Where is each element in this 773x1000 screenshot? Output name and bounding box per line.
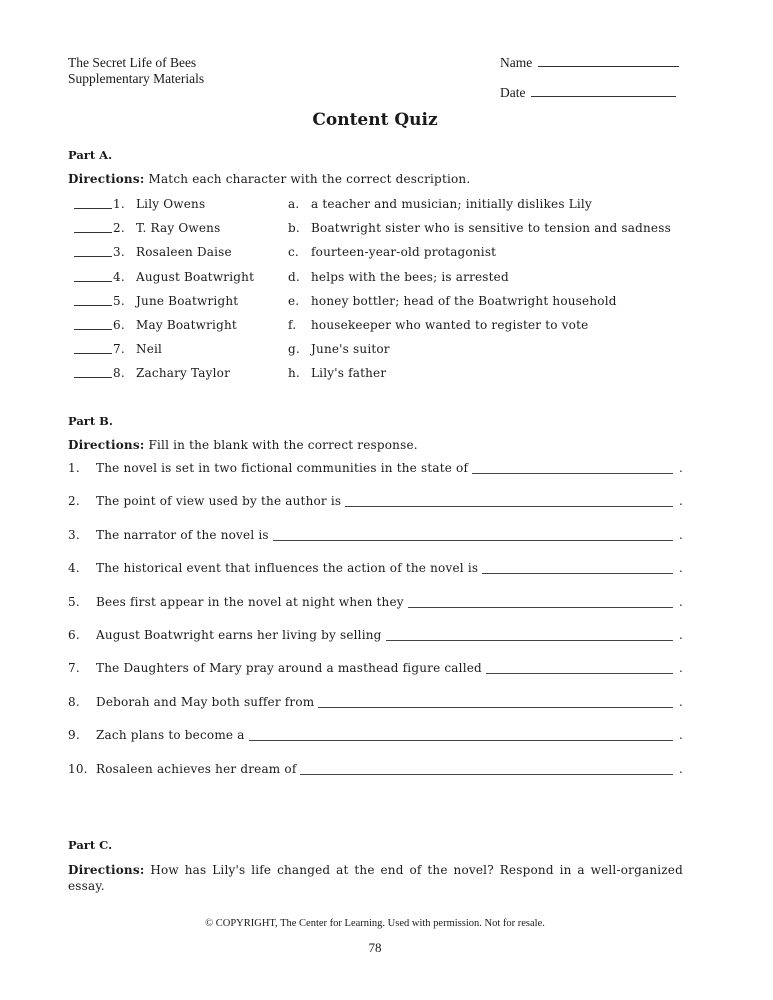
description-text: helps with the bees; is arrested [311, 270, 509, 284]
name-label: Name [500, 55, 533, 70]
answer-blank[interactable] [273, 540, 673, 541]
description-letter: d. [288, 270, 300, 284]
page-number: 78 [368, 940, 382, 955]
question-row [68, 661, 683, 679]
item-number: 1. [113, 197, 125, 211]
question-row [68, 528, 683, 546]
item-number: 5. [113, 294, 125, 308]
question-text: The point of view used by the author is [96, 494, 342, 508]
question-number: 5. [68, 595, 80, 609]
period: . [678, 494, 683, 508]
name-field[interactable] [500, 55, 679, 71]
description-letter: e. [288, 294, 300, 308]
directions-label: Directions: [68, 172, 145, 186]
period: . [678, 728, 683, 742]
question-text: The Daughters of Mary pray around a masthead figure called [96, 661, 482, 675]
question-text: Deborah and May both suffer from [96, 695, 315, 709]
part-a-directions [68, 171, 683, 187]
question-text: The historical event that influences the action of the novel is [96, 561, 479, 575]
item-number: 3. [113, 245, 125, 259]
question-text: Zach plans to become a [96, 728, 245, 742]
item-number: 8. [113, 366, 125, 380]
matching-row [74, 221, 694, 239]
answer-blank[interactable] [318, 707, 673, 708]
directions-text: How has Lily's life changed at the end of the novel? Respond in a well-organized essay. [68, 863, 683, 893]
directions-text: Fill in the blank with the correct response. [144, 438, 418, 452]
question-number: 6. [68, 628, 80, 642]
answer-blank[interactable] [74, 270, 112, 282]
answer-blank[interactable] [74, 221, 112, 233]
question-row [68, 461, 683, 479]
question-number: 2. [68, 494, 80, 508]
matching-row [74, 197, 694, 215]
character-name: May Boatwright [136, 318, 237, 332]
question-row [68, 628, 683, 646]
question-row [68, 762, 683, 780]
period: . [678, 528, 683, 542]
part-c-heading: Part C. [68, 838, 113, 852]
period: . [678, 561, 683, 575]
name-blank[interactable] [538, 56, 679, 67]
matching-row [74, 245, 694, 263]
description-text: Lily's father [311, 366, 387, 380]
answer-blank[interactable] [386, 640, 673, 641]
character-name: Rosaleen Daise [136, 245, 232, 259]
question-number: 1. [68, 461, 80, 475]
matching-row [74, 342, 694, 360]
book-subtitle: Supplementary Materials [68, 71, 205, 86]
period: . [678, 595, 683, 609]
question-row [68, 695, 683, 713]
question-text: Bees first appear in the novel at night when they [96, 595, 404, 609]
period: . [678, 661, 683, 675]
character-name: T. Ray Owens [136, 221, 221, 235]
description-text: a teacher and musician; initially dislikes Lily [311, 197, 592, 211]
description-text: housekeeper who wanted to register to vote [311, 318, 589, 332]
item-number: 6. [113, 318, 125, 332]
item-number: 7. [113, 342, 125, 356]
answer-blank[interactable] [74, 366, 112, 378]
period: . [678, 461, 683, 475]
question-number: 9. [68, 728, 80, 742]
answer-blank[interactable] [345, 506, 673, 507]
book-title: The Secret Life of Bees [68, 55, 197, 70]
answer-blank[interactable] [408, 607, 673, 608]
copyright-notice: © COPYRIGHT, The Center for Learning. Used with permission. Not for resale. [205, 918, 545, 929]
character-name: Lily Owens [136, 197, 206, 211]
answer-blank[interactable] [482, 573, 673, 574]
question-number: 4. [68, 561, 80, 575]
description-letter: h. [288, 366, 300, 380]
character-name: Zachary Taylor [136, 366, 231, 380]
answer-blank[interactable] [249, 740, 673, 741]
item-number: 4. [113, 270, 125, 284]
character-name: June Boatwright [136, 294, 239, 308]
answer-blank[interactable] [74, 342, 112, 354]
question-number: 3. [68, 528, 80, 542]
character-name: August Boatwright [136, 270, 255, 284]
description-letter: a. [288, 197, 300, 211]
matching-row [74, 366, 694, 384]
description-letter: g. [288, 342, 300, 356]
directions-label: Directions: [68, 863, 145, 877]
question-row [68, 494, 683, 512]
question-row [68, 728, 683, 746]
answer-blank[interactable] [74, 245, 112, 257]
character-name: Neil [136, 342, 163, 356]
period: . [678, 695, 683, 709]
answer-blank[interactable] [486, 673, 673, 674]
date-blank[interactable] [531, 86, 676, 97]
description-text: Boatwright sister who is sensitive to tension and sadness [311, 221, 671, 235]
description-letter: c. [288, 245, 299, 259]
description-letter: b. [288, 221, 300, 235]
answer-blank[interactable] [300, 774, 673, 775]
part-c-directions [68, 862, 683, 894]
matching-row [74, 270, 694, 288]
header-left [68, 55, 204, 87]
description-text: honey bottler; head of the Boatwright household [311, 294, 617, 308]
description-text: June's suitor [311, 342, 390, 356]
page-title: Content Quiz [312, 110, 438, 130]
item-number: 2. [113, 221, 125, 235]
answer-blank[interactable] [74, 318, 112, 330]
date-label: Date [500, 85, 526, 100]
part-a-heading: Part A. [68, 148, 113, 162]
question-row [68, 561, 683, 579]
question-number: 8. [68, 695, 80, 709]
part-b-directions [68, 437, 683, 453]
description-text: fourteen-year-old protagonist [311, 245, 497, 259]
answer-blank[interactable] [74, 197, 112, 209]
question-text: Rosaleen achieves her dream of [96, 762, 297, 776]
question-row [68, 595, 683, 613]
question-text: August Boatwright earns her living by selling [96, 628, 382, 642]
question-number: 7. [68, 661, 80, 675]
matching-row [74, 294, 694, 312]
period: . [678, 628, 683, 642]
answer-blank[interactable] [74, 294, 112, 306]
directions-text: Match each character with the correct description. [144, 172, 471, 186]
question-text: The narrator of the novel is [96, 528, 269, 542]
part-b-heading: Part B. [68, 414, 113, 428]
answer-blank[interactable] [472, 473, 673, 474]
question-number: 10. [68, 762, 88, 776]
matching-row [74, 318, 694, 336]
date-field[interactable] [500, 85, 676, 101]
question-text: The novel is set in two fictional communities in the state of [96, 461, 469, 475]
description-letter: f. [288, 318, 297, 332]
directions-label: Directions: [68, 438, 145, 452]
period: . [678, 762, 683, 776]
